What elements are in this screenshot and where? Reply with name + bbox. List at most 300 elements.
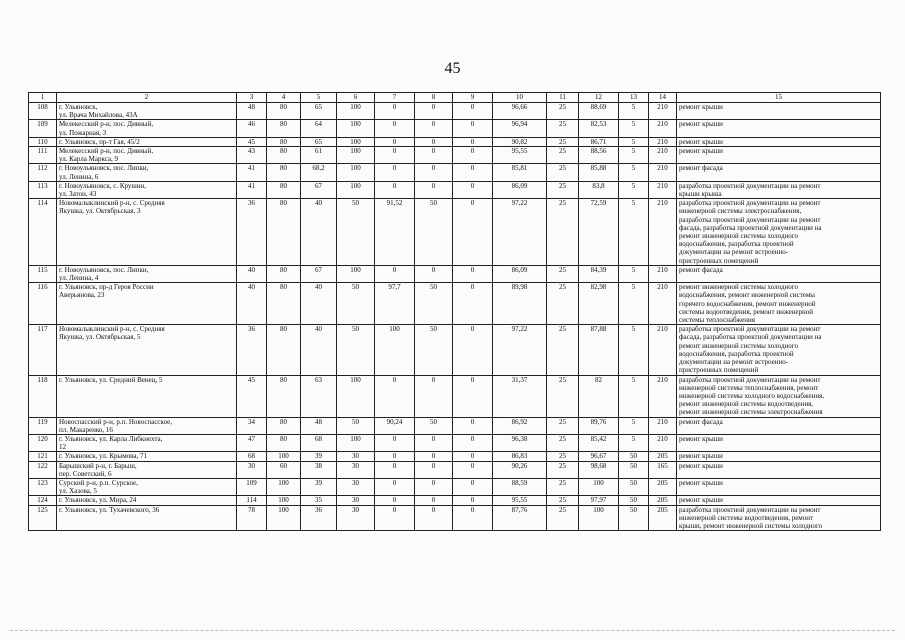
address-line: ул. Ленина, 6 <box>59 172 99 181</box>
value-cell-c12: 85,88 <box>579 164 619 181</box>
value-cell-c3: 48 <box>237 103 267 120</box>
value-cell-c8: 0 <box>415 265 453 282</box>
value-cell-c12: 84,39 <box>579 265 619 282</box>
value-cell-c6: 100 <box>337 103 375 120</box>
value-cell-c9: 0 <box>453 164 493 181</box>
column-header: 2 <box>57 93 237 103</box>
works-line: крыши, ремонт инженерной системы холодного <box>679 521 823 530</box>
works-line: ремонт крыши <box>679 137 723 146</box>
row-number-cell: 108 <box>29 103 57 120</box>
value-cell-c5: 61 <box>301 147 337 164</box>
value-cell-c5: 68,2 <box>301 164 337 181</box>
value-cell-c6: 100 <box>337 434 375 451</box>
works-line: ремонт крыши <box>679 496 723 505</box>
address-line: г. Ульяновск, <box>59 103 98 111</box>
value-cell-c8: 0 <box>415 434 453 451</box>
value-cell-c3: 45 <box>237 137 267 146</box>
value-cell-c9: 0 <box>453 461 493 478</box>
row-number-cell: 122 <box>29 461 57 478</box>
value-cell-c6: 30 <box>337 452 375 461</box>
address-cell <box>57 434 237 451</box>
address-line: ул. Ленина, 4 <box>59 274 99 283</box>
address-line: г. Новоульяновск, пос. Липки, <box>59 265 149 274</box>
address-line: Новоспасский р-н, р.п. Новоспасское, <box>59 417 173 426</box>
works-cell <box>677 147 881 164</box>
value-cell-c8: 0 <box>415 496 453 505</box>
value-cell-c13: 5 <box>619 103 649 120</box>
value-cell-c6: 100 <box>337 375 375 417</box>
works-cell <box>677 496 881 505</box>
value-cell-c7: 100 <box>375 325 415 375</box>
value-cell-c11: 25 <box>547 325 579 375</box>
value-cell-c8: 0 <box>415 478 453 495</box>
value-cell-c13: 50 <box>619 452 649 461</box>
column-header: 10 <box>493 93 547 103</box>
value-cell-c3: 68 <box>237 452 267 461</box>
value-cell-c4: 80 <box>267 375 301 417</box>
value-cell-c11: 25 <box>547 461 579 478</box>
row-number-cell: 110 <box>29 137 57 146</box>
value-cell-c11: 25 <box>547 265 579 282</box>
value-cell-c3: 46 <box>237 120 267 137</box>
address-cell <box>57 496 237 505</box>
value-cell-c13: 50 <box>619 505 649 531</box>
address-line: Мелекесский р-н, пос. Дивный, <box>59 147 154 156</box>
works-line: ремонт инженерной системы холодного <box>679 341 798 350</box>
value-cell-c6: 30 <box>337 461 375 478</box>
value-cell-c3: 34 <box>237 417 267 434</box>
address-line: ул. Затон, 43 <box>59 190 97 199</box>
address-cell <box>57 265 237 282</box>
value-cell-c12: 87,88 <box>579 325 619 375</box>
value-cell-c6: 100 <box>337 164 375 181</box>
value-cell-c5: 36 <box>301 505 337 531</box>
value-cell-c11: 25 <box>547 375 579 417</box>
value-cell-c11: 25 <box>547 147 579 164</box>
value-cell-c3: 47 <box>237 434 267 451</box>
value-cell-c13: 5 <box>619 283 649 325</box>
address-line: г. Ульяновск, ул. Крымова, 71 <box>59 452 147 461</box>
value-cell-c6: 100 <box>337 181 375 198</box>
works-cell <box>677 164 881 181</box>
works-line: разработка проектной документации на ремонт <box>679 375 821 384</box>
address-line: ул. Пожарная, 3 <box>59 128 107 137</box>
works-cell <box>677 120 881 137</box>
works-line: системы водоотведения, ремонт инженерной <box>679 307 814 316</box>
value-cell-c11: 25 <box>547 137 579 146</box>
address-cell <box>57 375 237 417</box>
value-cell-c10: 89,98 <box>493 283 547 325</box>
value-cell-c12: 96,67 <box>579 452 619 461</box>
value-cell-c4: 80 <box>267 199 301 266</box>
value-cell-c10: 96,94 <box>493 120 547 137</box>
table-row <box>29 434 881 451</box>
row-number-cell: 109 <box>29 120 57 137</box>
table-row <box>29 199 881 266</box>
row-number-cell: 119 <box>29 417 57 434</box>
value-cell-c4: 80 <box>267 265 301 282</box>
value-cell-c9: 0 <box>453 199 493 266</box>
value-cell-c10: 95,55 <box>493 147 547 164</box>
address-line: пл. Макаренко, 16 <box>59 425 113 434</box>
value-cell-c5: 67 <box>301 265 337 282</box>
value-cell-c11: 25 <box>547 505 579 531</box>
row-number-cell: 116 <box>29 283 57 325</box>
value-cell-c7: 0 <box>375 147 415 164</box>
value-cell-c10: 97,22 <box>493 199 547 266</box>
column-header: 9 <box>453 93 493 103</box>
value-cell-c11: 25 <box>547 120 579 137</box>
value-cell-c9: 0 <box>453 496 493 505</box>
works-line: инженерной системы теплоснабжения, ремонт <box>679 383 819 392</box>
value-cell-c14: 210 <box>649 375 677 417</box>
value-cell-c11: 25 <box>547 417 579 434</box>
works-line: разработка проектной документации на ремонт <box>679 325 821 334</box>
value-cell-c13: 5 <box>619 199 649 266</box>
column-header: 5 <box>301 93 337 103</box>
value-cell-c12: 97,97 <box>579 496 619 505</box>
address-line: ул. Карла Маркса, 9 <box>59 155 118 164</box>
address-line: Новомалыклинский р-н, с. Средняя <box>59 199 165 208</box>
value-cell-c13: 5 <box>619 120 649 137</box>
value-cell-c7: 0 <box>375 103 415 120</box>
value-cell-c14: 210 <box>649 164 677 181</box>
value-cell-c6: 50 <box>337 325 375 375</box>
works-line: фасада, разработка проектной документации на <box>679 333 822 342</box>
value-cell-c9: 0 <box>453 283 493 325</box>
value-cell-c7: 97,7 <box>375 283 415 325</box>
value-cell-c8: 0 <box>415 120 453 137</box>
value-cell-c14: 210 <box>649 325 677 375</box>
works-line: системы теплоснабжения <box>679 316 755 325</box>
value-cell-c3: 40 <box>237 265 267 282</box>
address-cell <box>57 137 237 146</box>
value-cell-c4: 80 <box>267 417 301 434</box>
value-cell-c8: 50 <box>415 417 453 434</box>
address-line: Мелекесский р-н, пос. Дивный, <box>59 120 154 129</box>
works-line: документации на ремонт встроенно- <box>679 248 789 257</box>
value-cell-c12: 100 <box>579 478 619 495</box>
address-cell <box>57 103 237 120</box>
value-cell-c10: 86,09 <box>493 265 547 282</box>
value-cell-c11: 25 <box>547 199 579 266</box>
value-cell-c13: 5 <box>619 325 649 375</box>
value-cell-c5: 67 <box>301 181 337 198</box>
address-cell <box>57 505 237 531</box>
value-cell-c9: 0 <box>453 478 493 495</box>
row-number-cell: 125 <box>29 505 57 531</box>
table-row <box>29 505 881 531</box>
page-number: 45 <box>444 60 461 77</box>
value-cell-c4: 80 <box>267 147 301 164</box>
works-line: ремонт инженерной системы холодного <box>679 232 798 241</box>
value-cell-c14: 210 <box>649 137 677 146</box>
value-cell-c14: 210 <box>649 434 677 451</box>
value-cell-c6: 30 <box>337 505 375 531</box>
value-cell-c3: 109 <box>237 478 267 495</box>
value-cell-c8: 50 <box>415 199 453 266</box>
value-cell-c8: 0 <box>415 461 453 478</box>
value-cell-c3: 41 <box>237 164 267 181</box>
value-cell-c4: 100 <box>267 505 301 531</box>
works-line: разработка проектной документации на ремонт <box>679 199 821 208</box>
works-cell <box>677 461 881 478</box>
value-cell-c6: 50 <box>337 199 375 266</box>
value-cell-c8: 50 <box>415 325 453 375</box>
table-row <box>29 147 881 164</box>
value-cell-c10: 90,82 <box>493 137 547 146</box>
address-cell <box>57 325 237 375</box>
address-line: г. Ульяновск, ул. Средний Венец, 5 <box>59 375 163 384</box>
header-row <box>29 93 881 103</box>
works-cell <box>677 181 881 198</box>
value-cell-c14: 210 <box>649 181 677 198</box>
value-cell-c8: 50 <box>415 283 453 325</box>
works-line: разработка проектной документации на ремонт <box>679 181 821 190</box>
works-cell <box>677 417 881 434</box>
value-cell-c3: 78 <box>237 505 267 531</box>
table-row <box>29 417 881 434</box>
value-cell-c5: 48 <box>301 417 337 434</box>
value-cell-c7: 0 <box>375 434 415 451</box>
works-line: водоснабжения, разработка проектной <box>679 349 794 358</box>
value-cell-c8: 0 <box>415 452 453 461</box>
value-cell-c11: 25 <box>547 496 579 505</box>
works-line: ремонт фасада <box>679 164 723 173</box>
value-cell-c12: 100 <box>579 505 619 531</box>
address-line: г. Новоульяновск, пос. Липки, <box>59 164 149 173</box>
table-row <box>29 375 881 417</box>
value-cell-c9: 0 <box>453 505 493 531</box>
works-line: ремонт крыши <box>679 478 723 487</box>
value-cell-c10: 96,38 <box>493 434 547 451</box>
column-header: 4 <box>267 93 301 103</box>
address-cell <box>57 417 237 434</box>
value-cell-c13: 5 <box>619 375 649 417</box>
value-cell-c14: 205 <box>649 478 677 495</box>
value-cell-c14: 210 <box>649 103 677 120</box>
value-cell-c4: 80 <box>267 103 301 120</box>
row-number-cell: 111 <box>29 147 57 164</box>
value-cell-c14: 210 <box>649 265 677 282</box>
value-cell-c3: 45 <box>237 375 267 417</box>
value-cell-c14: 210 <box>649 417 677 434</box>
value-cell-c13: 5 <box>619 147 649 164</box>
value-cell-c8: 0 <box>415 181 453 198</box>
value-cell-c4: 100 <box>267 478 301 495</box>
works-line: инженерной системы электроснабжения, <box>679 207 802 216</box>
value-cell-c6: 100 <box>337 137 375 146</box>
value-cell-c10: 87,76 <box>493 505 547 531</box>
value-cell-c11: 25 <box>547 283 579 325</box>
value-cell-c11: 25 <box>547 103 579 120</box>
value-cell-c3: 41 <box>237 181 267 198</box>
address-line: Сурский р-н, р.п. Сурское, <box>59 478 138 487</box>
value-cell-c9: 0 <box>453 103 493 120</box>
value-cell-c7: 0 <box>375 505 415 531</box>
value-cell-c11: 25 <box>547 181 579 198</box>
value-cell-c5: 40 <box>301 283 337 325</box>
works-cell <box>677 452 881 461</box>
value-cell-c12: 86,71 <box>579 137 619 146</box>
row-number-cell: 117 <box>29 325 57 375</box>
column-header: 13 <box>619 93 649 103</box>
value-cell-c7: 0 <box>375 375 415 417</box>
works-line: разработка проектной документации на ремонт <box>679 505 821 514</box>
works-cell <box>677 199 881 266</box>
value-cell-c7: 0 <box>375 181 415 198</box>
value-cell-c12: 98,68 <box>579 461 619 478</box>
value-cell-c13: 50 <box>619 461 649 478</box>
address-cell <box>57 147 237 164</box>
value-cell-c13: 50 <box>619 496 649 505</box>
address-line: г. Ульяновск, пр-д Героя России <box>59 283 154 292</box>
works-line: ремонт крыши <box>679 103 723 111</box>
value-cell-c12: 82,53 <box>579 120 619 137</box>
works-line: крыши крыша <box>679 190 722 199</box>
value-cell-c5: 35 <box>301 496 337 505</box>
value-cell-c9: 0 <box>453 265 493 282</box>
value-cell-c7: 90,24 <box>375 417 415 434</box>
table-row <box>29 325 881 375</box>
value-cell-c14: 205 <box>649 505 677 531</box>
column-header: 3 <box>237 93 267 103</box>
value-cell-c7: 0 <box>375 461 415 478</box>
value-cell-c7: 0 <box>375 452 415 461</box>
works-line: разработка проектной документации на ремонт <box>679 215 821 224</box>
value-cell-c13: 5 <box>619 137 649 146</box>
value-cell-c10: 86,09 <box>493 181 547 198</box>
works-line: водоснабжения, разработка проектной <box>679 240 794 249</box>
address-cell <box>57 181 237 198</box>
value-cell-c4: 80 <box>267 283 301 325</box>
value-cell-c5: 68 <box>301 434 337 451</box>
table-row <box>29 103 881 120</box>
value-cell-c14: 165 <box>649 461 677 478</box>
value-cell-c12: 89,76 <box>579 417 619 434</box>
value-cell-c5: 63 <box>301 375 337 417</box>
value-cell-c5: 38 <box>301 461 337 478</box>
value-cell-c10: 85,81 <box>493 164 547 181</box>
address-line: Новомалыклинский р-н, с. Средняя <box>59 325 165 334</box>
works-cell <box>677 137 881 146</box>
row-number-cell: 115 <box>29 265 57 282</box>
column-header: 8 <box>415 93 453 103</box>
address-cell <box>57 120 237 137</box>
address-line: ул. Врача Михайлова, 43А <box>59 111 138 120</box>
value-cell-c9: 0 <box>453 147 493 164</box>
row-number-cell: 120 <box>29 434 57 451</box>
value-cell-c14: 205 <box>649 452 677 461</box>
value-cell-c13: 5 <box>619 164 649 181</box>
table-row <box>29 181 881 198</box>
buildings-table <box>28 92 881 531</box>
address-line: г. Ульяновск, ул. Карла Либкнехта, <box>59 434 163 443</box>
column-header: 12 <box>579 93 619 103</box>
value-cell-c6: 30 <box>337 496 375 505</box>
works-line: пристроенных помещений <box>679 366 759 375</box>
value-cell-c7: 0 <box>375 164 415 181</box>
value-cell-c12: 88,56 <box>579 147 619 164</box>
value-cell-c7: 0 <box>375 478 415 495</box>
value-cell-c9: 0 <box>453 417 493 434</box>
value-cell-c10: 96,66 <box>493 103 547 120</box>
value-cell-c10: 31,37 <box>493 375 547 417</box>
table-row <box>29 478 881 495</box>
value-cell-c4: 80 <box>267 137 301 146</box>
value-cell-c12: 82 <box>579 375 619 417</box>
value-cell-c14: 210 <box>649 199 677 266</box>
value-cell-c13: 5 <box>619 417 649 434</box>
row-number-cell: 114 <box>29 199 57 266</box>
column-header: 7 <box>375 93 415 103</box>
works-line: ремонт фасада <box>679 265 723 274</box>
value-cell-c6: 50 <box>337 283 375 325</box>
value-cell-c3: 114 <box>237 496 267 505</box>
value-cell-c5: 40 <box>301 199 337 266</box>
value-cell-c11: 25 <box>547 164 579 181</box>
works-line: ремонт фасада <box>679 417 723 426</box>
value-cell-c11: 25 <box>547 434 579 451</box>
works-line: ремонт крыши <box>679 452 723 461</box>
column-header: 15 <box>677 93 881 103</box>
works-line: пристроенных помещений <box>679 256 759 265</box>
table-row <box>29 283 881 325</box>
value-cell-c5: 65 <box>301 137 337 146</box>
value-cell-c6: 100 <box>337 265 375 282</box>
value-cell-c6: 50 <box>337 417 375 434</box>
value-cell-c8: 0 <box>415 375 453 417</box>
value-cell-c9: 0 <box>453 434 493 451</box>
address-line: Барышский р-н, г. Барыш, <box>59 461 137 470</box>
works-cell <box>677 434 881 451</box>
works-line: ремонт инженерной системы электроснабжения <box>679 408 823 417</box>
value-cell-c14: 210 <box>649 147 677 164</box>
value-cell-c12: 72,59 <box>579 199 619 266</box>
value-cell-c8: 0 <box>415 147 453 164</box>
works-cell <box>677 478 881 495</box>
value-cell-c8: 0 <box>415 103 453 120</box>
works-line: документации на ремонт встроенно- <box>679 358 789 367</box>
works-cell <box>677 505 881 531</box>
table-row <box>29 461 881 478</box>
value-cell-c8: 0 <box>415 505 453 531</box>
address-cell <box>57 283 237 325</box>
value-cell-c11: 25 <box>547 452 579 461</box>
value-cell-c9: 0 <box>453 137 493 146</box>
value-cell-c5: 39 <box>301 478 337 495</box>
address-line: г. Ульяновск, ул. Тухачевского, 36 <box>59 505 160 514</box>
column-header: 1 <box>29 93 57 103</box>
value-cell-c8: 0 <box>415 164 453 181</box>
value-cell-c5: 64 <box>301 120 337 137</box>
works-line: фасада, разработка проектной документации на <box>679 223 822 232</box>
value-cell-c9: 0 <box>453 325 493 375</box>
value-cell-c4: 80 <box>267 120 301 137</box>
value-cell-c3: 40 <box>237 283 267 325</box>
works-line: ремонт крыши <box>679 434 723 443</box>
works-line: инженерной системы водоотведения, ремонт <box>679 513 814 522</box>
value-cell-c12: 88,69 <box>579 103 619 120</box>
value-cell-c4: 80 <box>267 434 301 451</box>
works-cell <box>677 103 881 120</box>
address-cell <box>57 164 237 181</box>
value-cell-c10: 88,59 <box>493 478 547 495</box>
column-header: 6 <box>337 93 375 103</box>
value-cell-c5: 65 <box>301 103 337 120</box>
address-line: г. Ульяновск, ул. Мира, 24 <box>59 496 137 505</box>
address-line: Якушка, ул. Октябрьская, 5 <box>59 333 141 342</box>
